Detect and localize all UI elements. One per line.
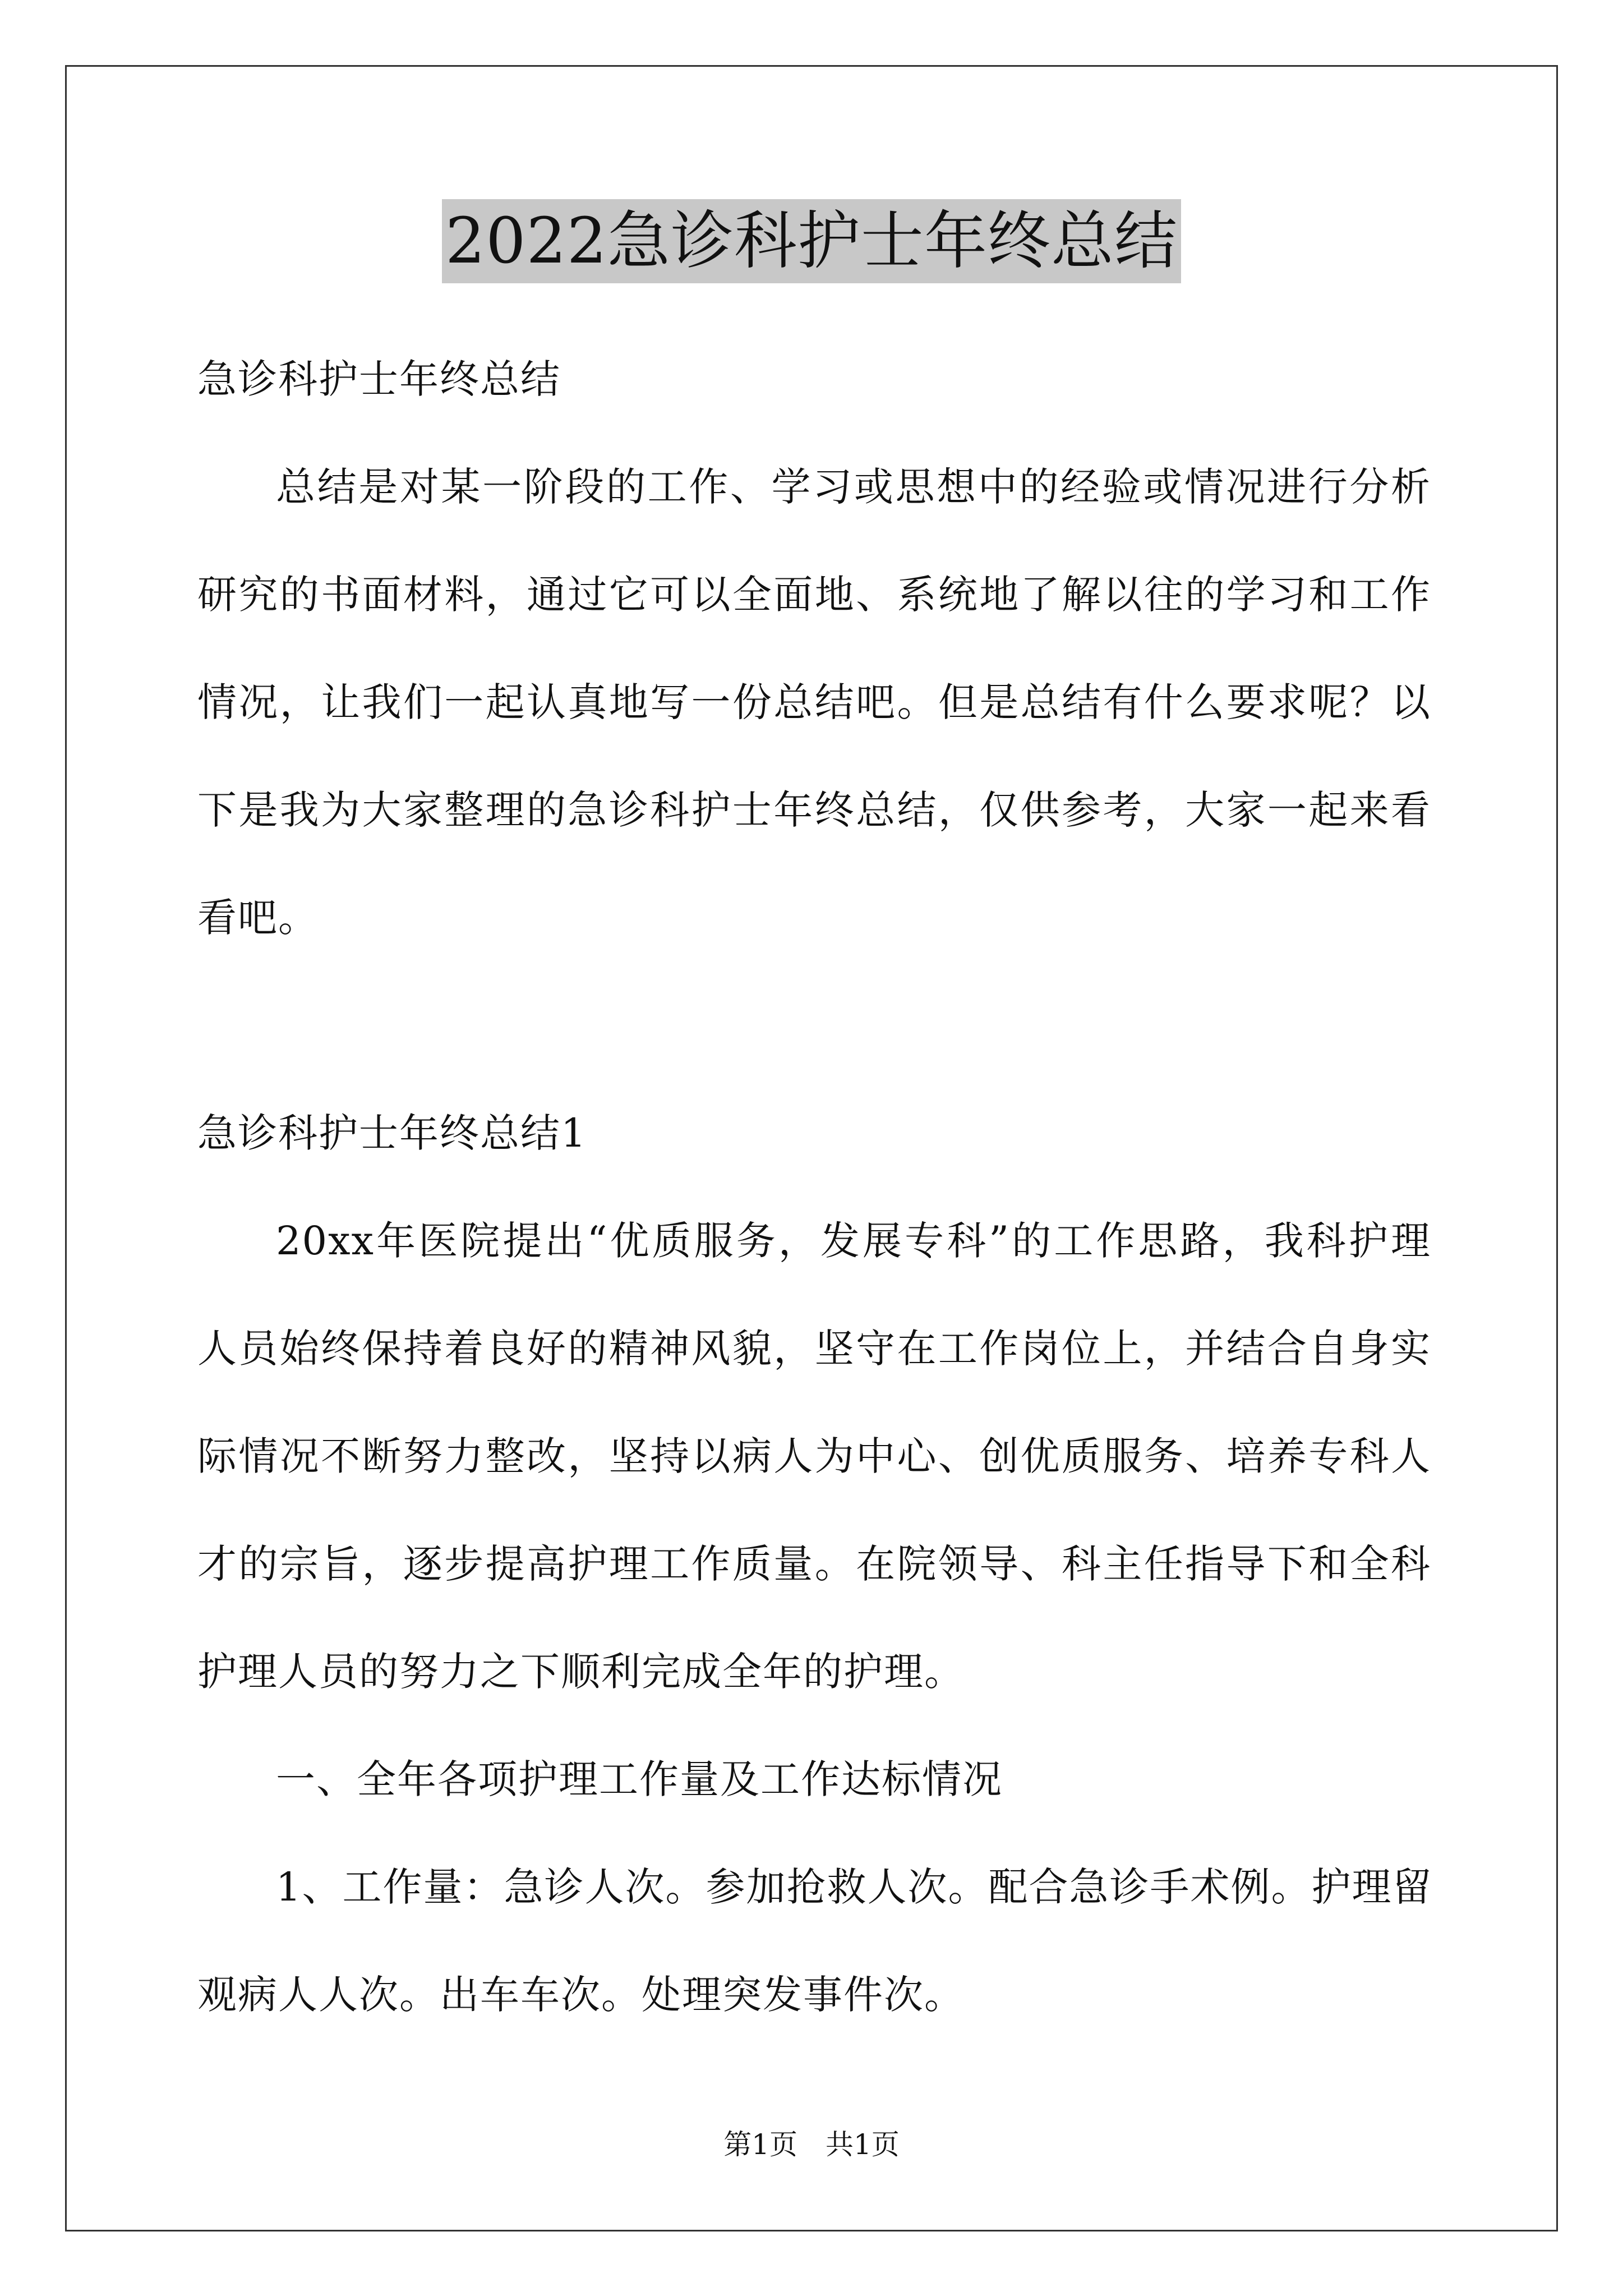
item-line: 观病人人次。出车车次。处理突发事件次。 (197, 1972, 965, 2018)
intro-line: 总结是对某一阶段的工作、学习或思想中的经验或情况进行分析 (276, 464, 1431, 510)
title-container (0, 199, 1623, 283)
intro-line: 看吧。 (197, 895, 319, 941)
paragraph-gap (197, 972, 1431, 1079)
page-footer: 第1页 共1页 (723, 2128, 900, 2161)
document-title: 2022急诊科护士年终总结 (442, 199, 1181, 283)
intro-line: 研究的书面材料，通过它可以全面地、系统地了解以往的学习和工作 (197, 572, 1431, 618)
body-line: 才的宗旨，逐步提高护理工作质量。在院领导、科主任指导下和全科 (197, 1541, 1431, 1587)
item-line: 1、工作量：急诊人次。参加抢救人次。配合急诊手术例。护理留 (276, 1864, 1433, 1910)
body-line: 护理人员的努力之下顺利完成全年的护理。 (197, 1649, 965, 1695)
body-line: 人员始终保持着良好的精神风貌，坚守在工作岗位上，并结合自身实 (197, 1326, 1431, 1372)
body-line: 20xx年医院提出“优质服务，发展专科”的工作思路，我科护理 (276, 1218, 1431, 1264)
body-line: 际情况不断努力整改，坚持以病人为中心、创优质服务、培养专科人 (197, 1433, 1431, 1479)
heading-1: 急诊科护士年终总结 (197, 356, 561, 402)
document-body (197, 325, 1431, 2049)
intro-line: 情况，让我们一起认真地写一份总结吧。但是总结有什么要求呢？以 (197, 679, 1431, 725)
section-heading: 一、全年各项护理工作量及工作达标情况 (276, 1756, 1003, 1802)
intro-line: 下是我为大家整理的急诊科护士年终总结，仅供参考，大家一起来看 (197, 787, 1431, 833)
heading-2: 急诊科护士年终总结1 (197, 1110, 587, 1156)
